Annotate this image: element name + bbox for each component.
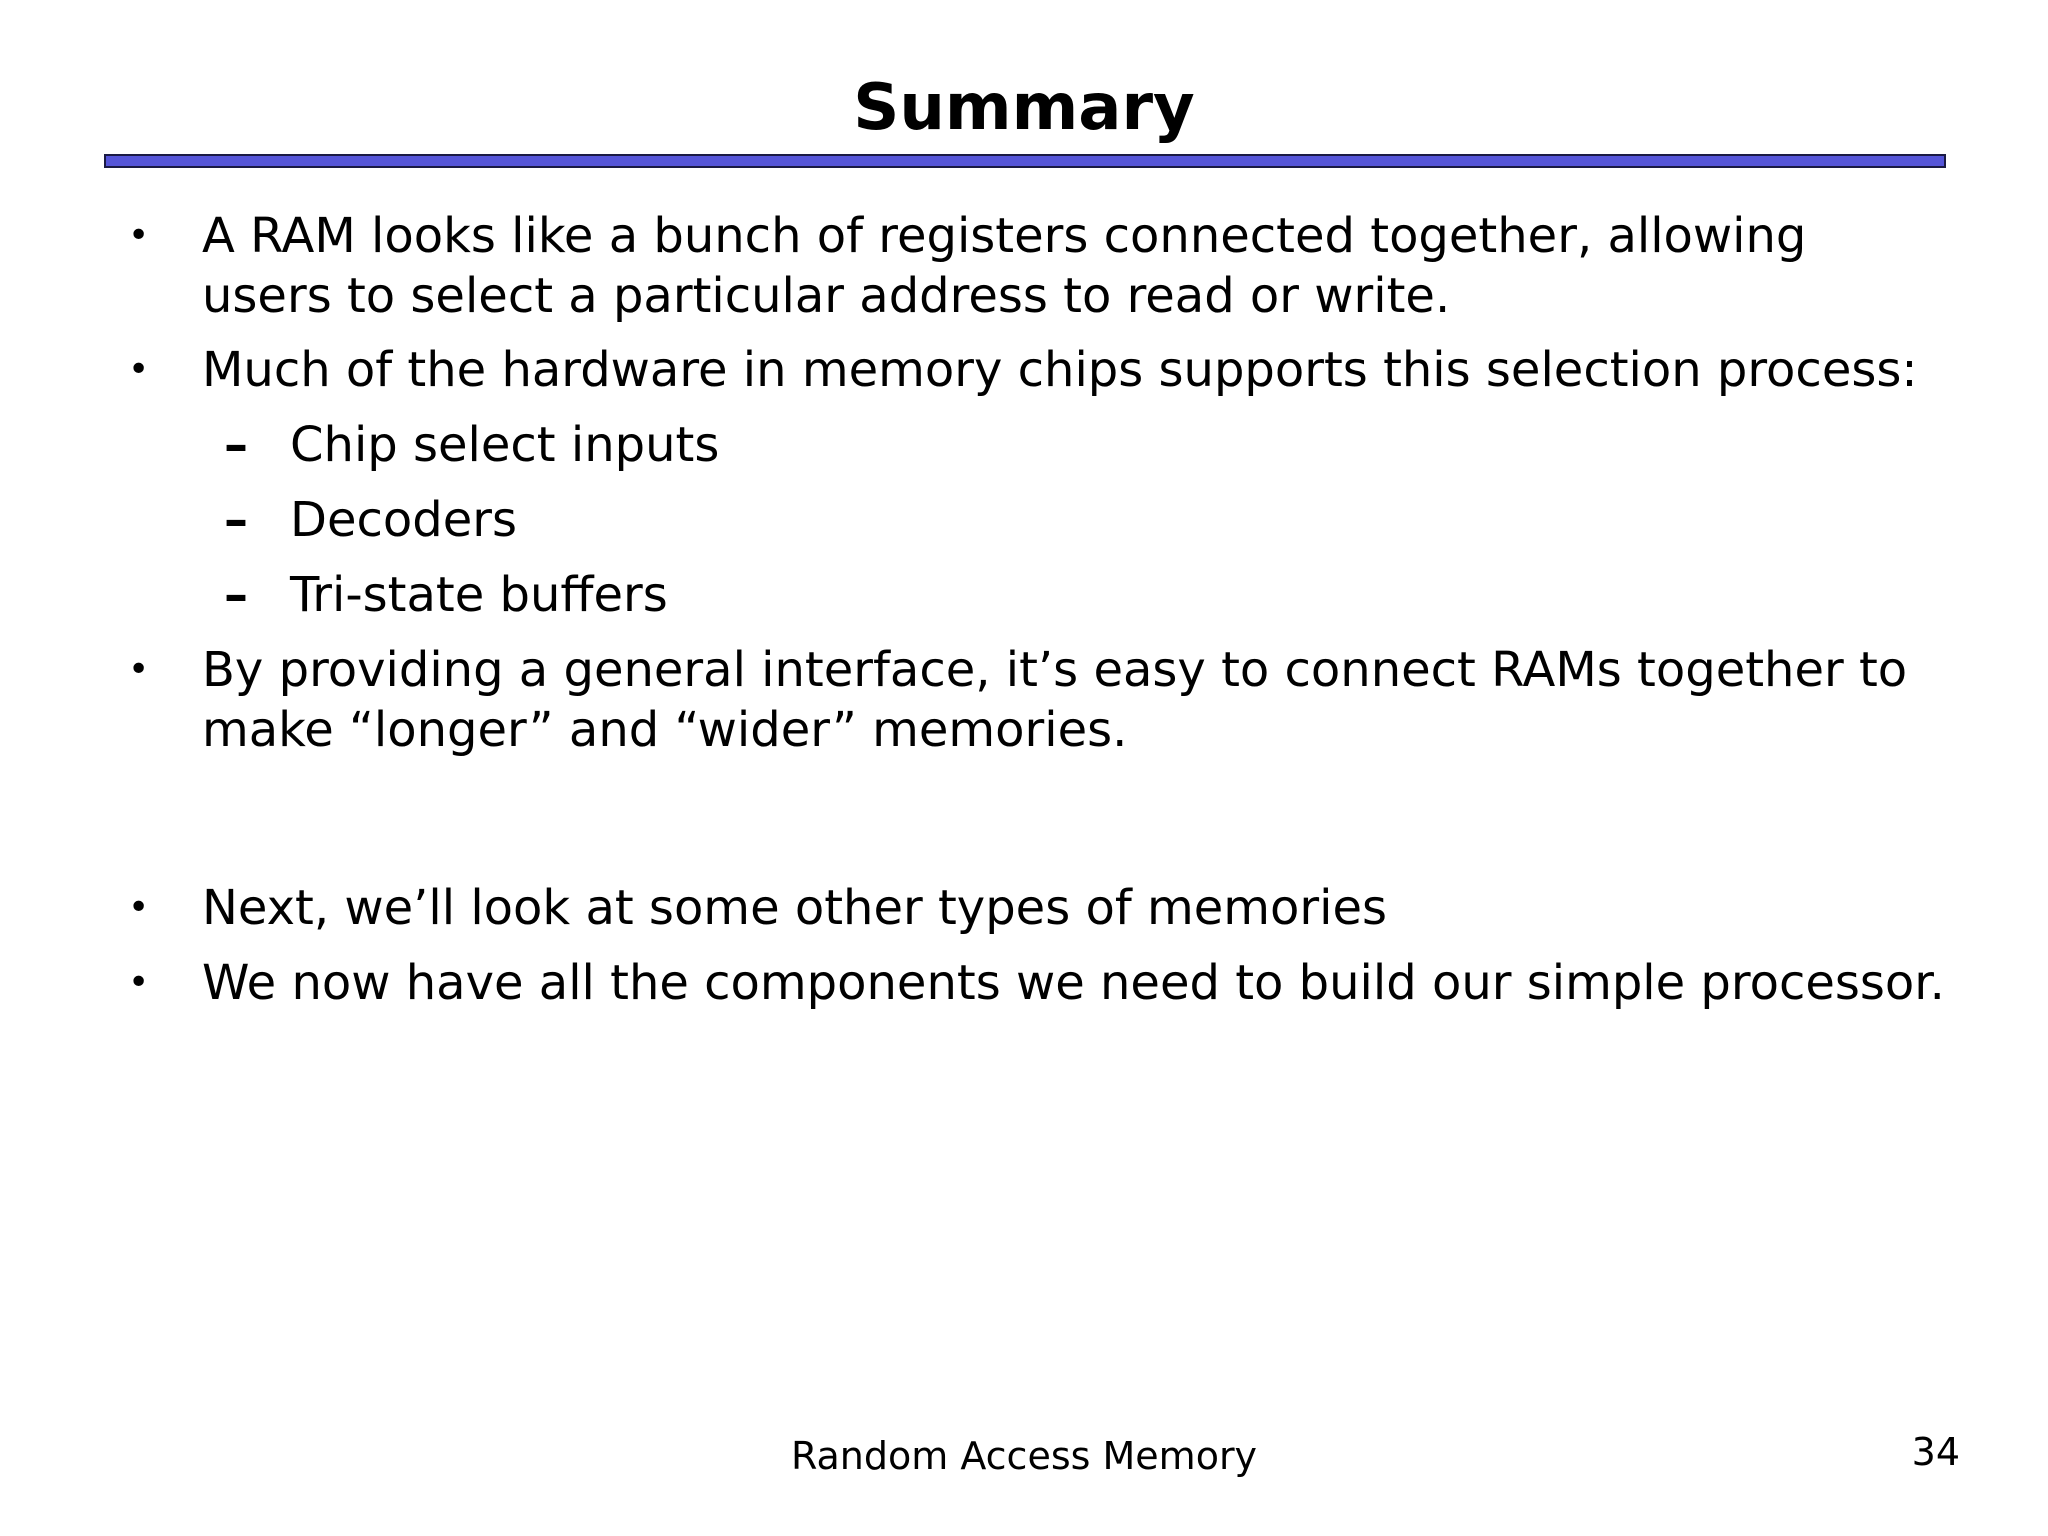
- bullet-mark: •: [128, 962, 150, 1003]
- sub-item-mark: –: [224, 417, 248, 473]
- bullet-mark: •: [128, 215, 150, 256]
- sub-item-mark: –: [224, 567, 248, 623]
- bullet-text-line: By providing a general interface, it’s easy to connect RAMs together to: [202, 642, 1908, 698]
- sub-item-text: Tri-state buffers: [290, 567, 668, 623]
- bullet-mark: •: [128, 887, 150, 928]
- bullet-mark: •: [128, 649, 150, 690]
- bullet-text-line: A RAM looks like a bunch of registers connected together, allowing: [202, 208, 1807, 264]
- bullet-text-line: Much of the hardware in memory chips supports this selection process:: [202, 342, 1918, 398]
- sub-item-text: Decoders: [290, 492, 517, 548]
- bullet-text-line: We now have all the components we need to build our simple processor.: [202, 955, 1945, 1011]
- bullet-mark: •: [128, 349, 150, 390]
- slide-footer-title: Random Access Memory: [790, 1434, 1258, 1478]
- sub-item-text: Chip select inputs: [290, 417, 720, 473]
- bullet-text-line: make “longer” and “wider” memories.: [202, 702, 1128, 758]
- bullet-text-line: Next, we’ll look at some other types of memories: [202, 880, 1388, 936]
- slide-page-number: 34: [1911, 1430, 1960, 1474]
- slide-title: Summary: [853, 71, 1195, 145]
- bullet-text-line: users to select a particular address to read or write.: [202, 268, 1451, 324]
- sub-item-mark: –: [224, 492, 248, 548]
